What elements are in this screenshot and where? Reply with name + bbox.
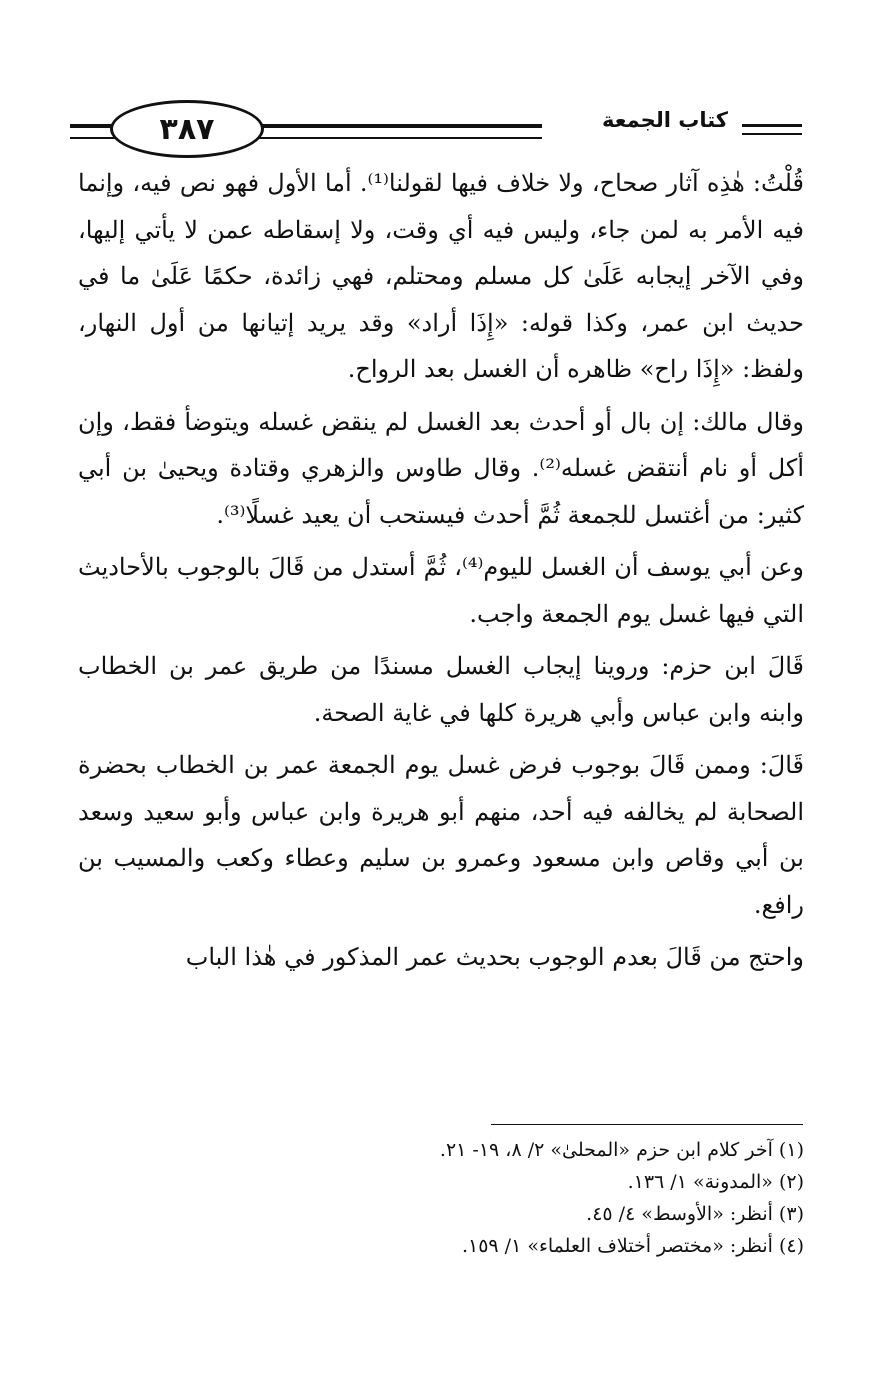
footnote-separator: [491, 1124, 803, 1125]
paragraph: واحتج من قَالَ بعدم الوجوب بحديث عمر المذكور في هٰذا الباب: [185, 943, 804, 971]
page-number: ٣٨٧: [110, 100, 264, 158]
footnote: (٤) أنظر: «مختصر أختلاف العلماء» ١/ ١٥٩.: [461, 1235, 804, 1257]
footnote: (٢) «المدونة» ١/ ١٣٦.: [627, 1171, 804, 1193]
header-rule-right: [742, 124, 802, 135]
paragraph: وعن أبي يوسف أن الغسل لليوم⁽⁴⁾، ثُمَّ أستدل من قَالَ بالوجوب بالأحاديث التي فيها غسل يوم الجمعة واجب.: [78, 553, 804, 628]
footnote: (١) آخر كلام ابن حزم «المحلىٰ» ٢/ ٨، ١٩- ٢١.: [439, 1139, 804, 1161]
paragraph: قَالَ: وممن قَالَ بوجوب فرض غسل يوم الجمعة عمر بن الخطاب بحضرة الصحابة لم يخالفه فيه أحد، منهم أبو هريرة وابن عباس وأبو سعيد وسعد بن أبي وقاص وابن مسعود وعمرو بن سليم وعطاء وكعب والمسيب بن رافع.: [78, 751, 805, 919]
page-header: [70, 96, 802, 156]
footnote: (٣) أنظر: «الأوسط» ٤/ ٤٥.: [586, 1203, 804, 1225]
paragraph: قُلْتُ: هٰذِه آثار صحاح، ولا خلاف فيها لقولنا⁽¹⁾. أما الأول فهو نص فيه، وإنما فيه الأمر به لمن جاء، وليس فيه أي وقت، ولا إسقاطه عمن لا يأتي إليها، وفي الآخر إيجابه عَلَىٰ كل مسلم ومحتلم، فهي زائدة، حكمًا عَلَىٰ ما في حديث ابن عمر، وكذا قوله: «إِذَا أراد» وقد يريد إتيانها من أول النهار، ولفظ: «إِذَا راح» ظاهره أن الغسل بعد الرواح.: [78, 169, 804, 383]
footnotes: [78, 1134, 804, 1262]
main-text: [78, 160, 804, 987]
paragraph: قَالَ ابن حزم: وروينا إيجاب الغسل مسندًا من طريق عمر بن الخطاب وابنه وابن عباس وأبي هريرة كلها في غاية الصحة.: [78, 652, 804, 727]
chapter-title: كتاب الجمعة: [602, 108, 728, 132]
paragraph: وقال مالك: إن بال أو أحدث بعد الغسل لم ينقض غسله ويتوضأ فقط، وإن أكل أو نام أنتقض غسله⁽²⁾. وقال طاوس والزهري وقتادة ويحيىٰ بن أبي كثير: من أغتسل للجمعة ثُمَّ أحدث فيستحب أن يعيد غسلًا⁽³⁾.: [78, 407, 804, 529]
